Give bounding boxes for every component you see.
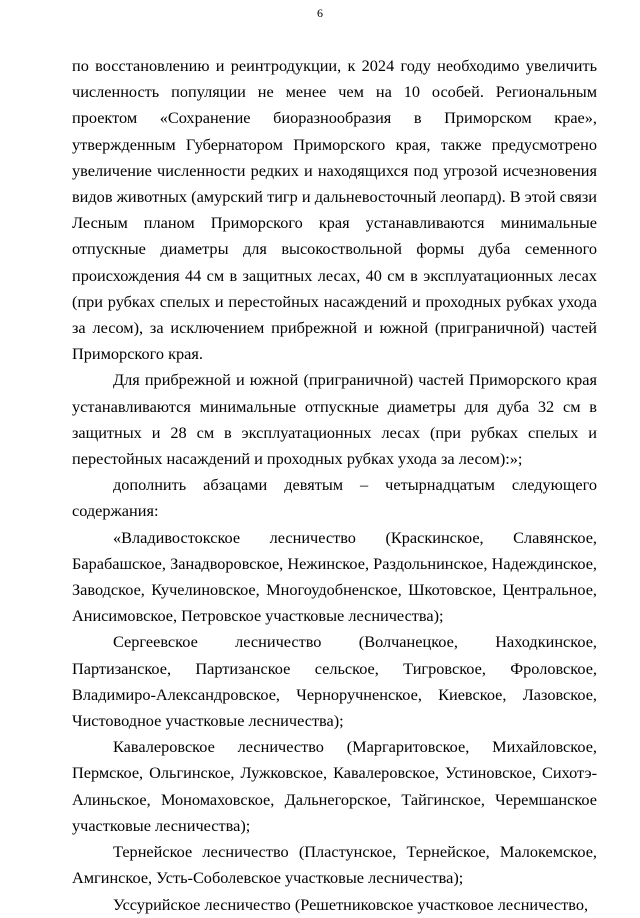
page-number: 6 xyxy=(317,6,323,20)
paragraph-vladivostok-forestry: «Владивостокское лесничество (Краскинское, Славянское, Барабашское, Занадворовское, Нежинское, Раздольнинское, Надеждинское, Заводское, Кучелиновское, Многоудобненское, Шкотовское, Центральное, Анисимовское, Петровское участковые лесничества); xyxy=(72,527,597,626)
paragraph-ussuriysk-forestry: Уссурийское лесничество (Решетниковское участковое лесничество, xyxy=(113,894,589,914)
paragraph-coastal-southern-diameters: Для прибрежной и южной (приграничной) частей Приморского края устанавливаются минимальные отпускные диаметры для дуба 32 см в защитных и 28 см в эксплуатационных лесах (при рубках спелых и перестойных насаждений и проходных рубках ухода за лесом):»; xyxy=(72,370,597,469)
paragraph-amendment-instruction: дополнить абзацами девятым – четырнадцатым следующего содержания: xyxy=(72,475,597,521)
paragraph-population-increase: по восстановлению и реинтродукции, к 2024 году необходимо увеличить численность популяции не менее чем на 10 особей. Региональным проектом «Сохранение биоразнообразия в Приморском крае», утвержденным Губернатором Приморского края, также предусмотрено увеличение численности редких и находящихся под угрозой исчезновения видов животных (амурский тигр и дальневосточный леопард). В этой связи Лесным планом Приморского края устанавливаются минимальные отпускные диаметры для высокоствольной формы дуба семенного происхождения 44 см в защитных лесах, 40 см в эксплуатационных лесах (при рубках спелых и перестойных насаждений и проходных рубках ухода за лесом), за исключением прибрежной и южной (приграничной) частей Приморского края. xyxy=(72,56,597,364)
document-body xyxy=(72,53,597,918)
paragraph-kavalerovo-forestry: Кавалеровское лесничество (Маргаритовское, Михайловское, Пермское, Ольгинское, Лужковское, Кавалеровское, Устиновское, Сихотэ-Алиньское, Мономаховское, Дальнегорское, Тайгинское, Черемшанское участковые лесничества); xyxy=(72,737,597,835)
paragraph-sergeevka-forestry: Сергеевское лесничество (Волчанецкое, Находкинское, Партизанское, Партизанское сельское, Тигровское, Фроловское, Владимиро-Александровское, Черноручненское, Киевское, Лазовское, Чистоводное участковые лесничества); xyxy=(72,632,597,731)
paragraph-terney-forestry: Тернейское лесничество (Пластунское, Тернейское, Малокемское, Амгинское, Усть-Соболевское участковые лесничества); xyxy=(72,842,597,888)
